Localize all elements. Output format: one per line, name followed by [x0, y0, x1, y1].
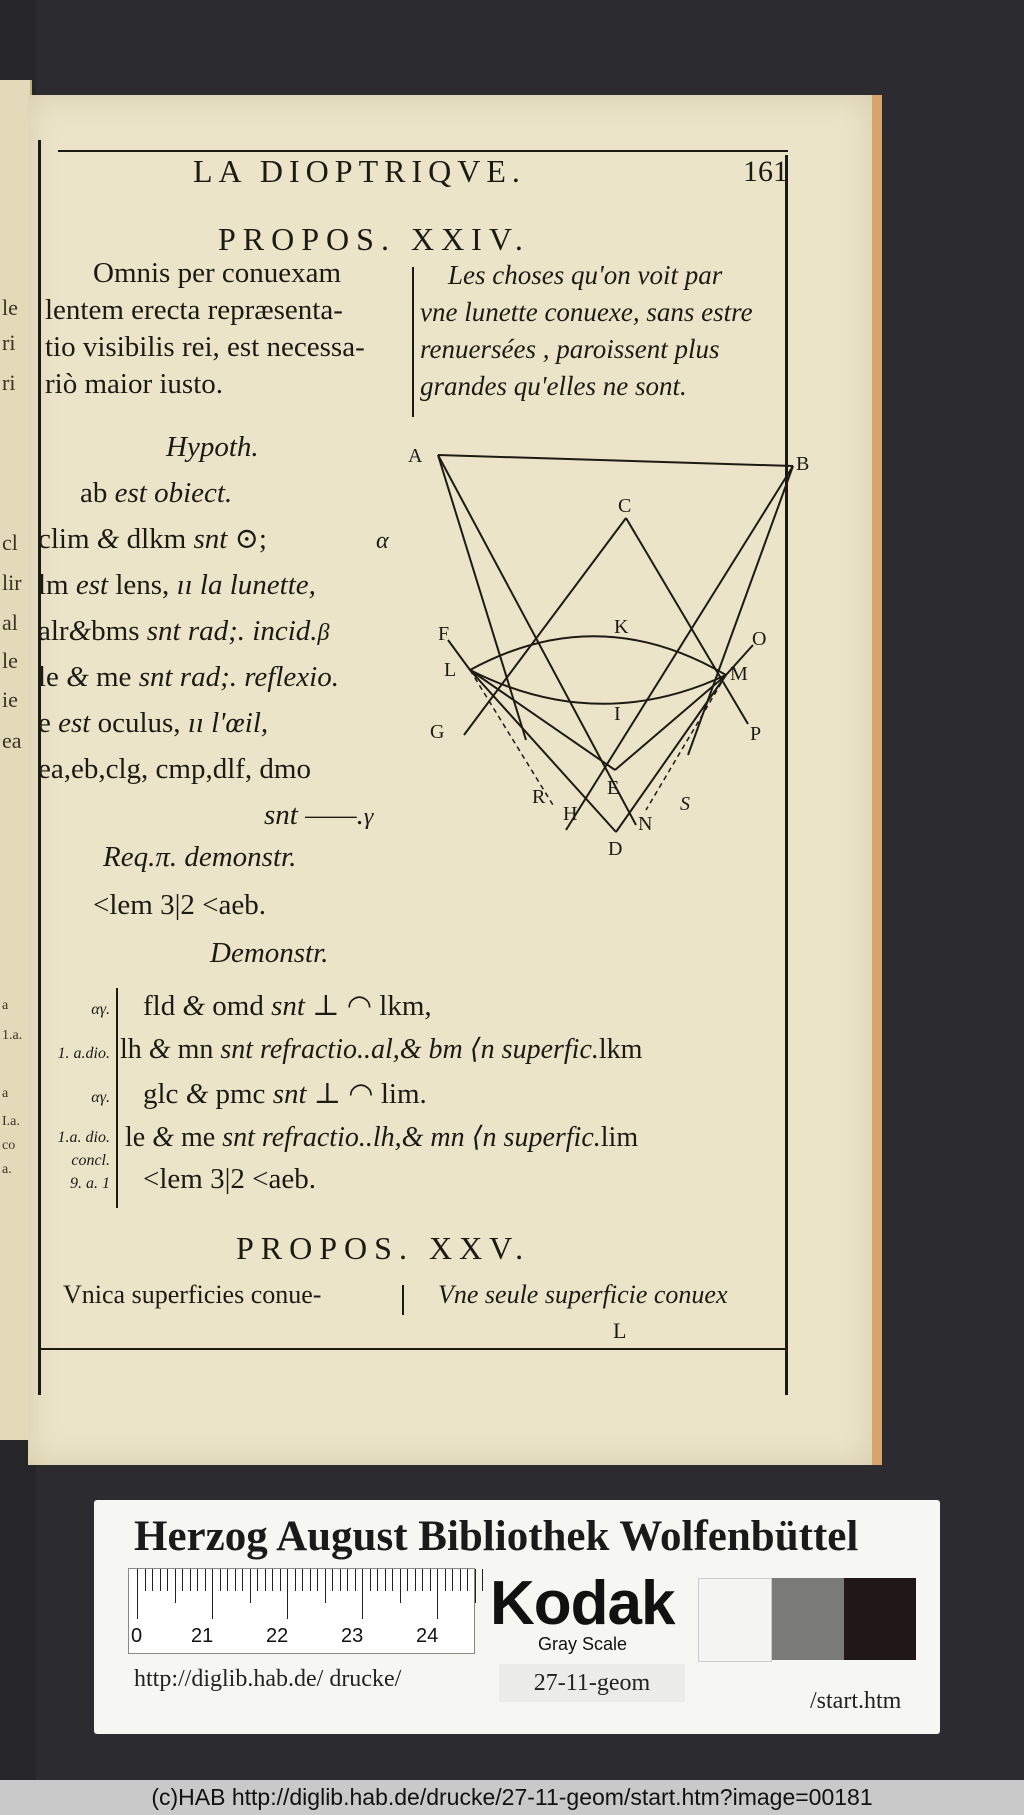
point-label: O	[752, 628, 767, 650]
ruler-tick	[280, 1569, 281, 1591]
text-line: grandes qu'elles ne sont.	[420, 371, 687, 401]
kodak-logo: Kodak	[490, 1569, 675, 1638]
prev-fragment: I.a.	[2, 1114, 20, 1129]
ruler-tick	[295, 1569, 296, 1591]
demo-line: glc & pmc snt ⊥ ◠ lim.	[143, 1078, 427, 1110]
demo-line: le & me snt refractio..lh,& mn ⟨n superfic.lim	[125, 1122, 639, 1153]
point-label: G	[430, 721, 445, 743]
library-name: Herzog August Bibliothek Wolfenbüttel	[134, 1513, 859, 1560]
prev-fragment: cl	[2, 530, 18, 555]
ruler-tick	[347, 1569, 348, 1591]
requirement-heading: Req.π. demonstr.	[103, 841, 297, 873]
latin-line-25: Vnica superficies conue-	[63, 1280, 322, 1309]
ruler-tick	[317, 1569, 318, 1591]
ruler-tick	[332, 1569, 333, 1591]
hypothesis-line: ab est obiect.	[80, 477, 233, 509]
ruler-tick	[415, 1569, 416, 1591]
latin-enunciation	[45, 255, 435, 403]
line-le	[470, 670, 615, 770]
ruler-number: 22	[266, 1625, 289, 1647]
ruler-tick	[310, 1569, 311, 1591]
prev-fragment: 1.a.	[2, 1028, 23, 1043]
ruler-tick	[460, 1569, 461, 1591]
ruler-tick	[205, 1569, 206, 1591]
point-label: L	[444, 659, 457, 681]
swatch-gray	[772, 1578, 844, 1660]
prev-fragment: a.	[2, 1162, 12, 1177]
prev-fragment: le	[2, 295, 18, 320]
ruler-tick	[407, 1569, 408, 1591]
text-line: Les choses qu'on voit par	[448, 260, 723, 290]
ruler-number: 21	[191, 1625, 214, 1647]
point-label: D	[608, 838, 623, 860]
ruler-tick	[385, 1569, 386, 1591]
ruler-tick	[175, 1569, 176, 1603]
hypothesis-line: lm est lens, ıı la lunette,	[38, 569, 316, 601]
demo-note: 9. a. 1	[70, 1175, 110, 1192]
ruler-tick	[152, 1569, 153, 1591]
text-line: Omnis per conuexam	[93, 257, 342, 289]
demo-note: αγ.	[91, 1089, 110, 1106]
hypothesis-line: le & me snt rad;. reflexio.	[38, 661, 339, 693]
ruler-tick	[197, 1569, 198, 1591]
measurement-ruler	[128, 1568, 475, 1654]
text-line: vne lunette conuexe, sans estre	[420, 297, 753, 327]
ruler-tick	[430, 1569, 431, 1591]
hypothesis-line: snt ——.γ	[264, 799, 374, 831]
ruler-tick	[377, 1569, 378, 1591]
ruler-tick	[235, 1569, 236, 1591]
signature-mark: L	[613, 1318, 627, 1343]
ruler-tick	[325, 1569, 326, 1603]
line-md	[616, 675, 726, 832]
line-mn	[646, 675, 726, 810]
french-enunciation	[420, 257, 820, 405]
ruler-tick	[302, 1569, 303, 1591]
ruler-tick	[242, 1569, 243, 1591]
point-label: I	[614, 703, 621, 725]
ruler-tick	[227, 1569, 228, 1591]
url-base: http://diglib.hab.de/ drucke/	[134, 1666, 402, 1692]
ruler-tick	[167, 1569, 168, 1591]
prev-fragment: ie	[2, 687, 18, 712]
ruler-tick	[137, 1569, 138, 1619]
ruler-tick	[370, 1569, 371, 1591]
prev-fragment: a	[2, 1086, 9, 1101]
ruler-tick	[250, 1569, 251, 1603]
prev-fragment: ri	[2, 330, 16, 355]
ruler-tick	[190, 1569, 191, 1591]
point-label: K	[614, 616, 629, 638]
demo-note: 1.a. dio.	[57, 1129, 110, 1146]
running-title: LA DIOPTRIQVE.	[193, 153, 526, 189]
line-cp	[626, 518, 748, 724]
point-label: B	[796, 453, 810, 475]
book-page	[28, 95, 882, 1465]
ruler-tick	[355, 1569, 356, 1591]
ruler-tick	[475, 1569, 476, 1603]
proposition-25-title: PROPOS. XXV.	[236, 1230, 531, 1266]
lens-arc-upper	[470, 636, 726, 675]
ruler-tick	[400, 1569, 401, 1603]
line-ar	[438, 455, 526, 740]
prev-fragment: ri	[2, 370, 16, 395]
ruler-tick	[220, 1569, 221, 1591]
ruler-tick	[257, 1569, 258, 1591]
prev-fragment: al	[2, 610, 18, 635]
prev-fragment: le	[2, 648, 18, 673]
ruler-tick	[160, 1569, 161, 1591]
proposition-24-title: PROPOS. XXIV.	[218, 221, 530, 257]
swatch-black	[844, 1578, 916, 1660]
text-line: tio visibilis rei, est necessa-	[45, 331, 365, 363]
ruler-tick	[340, 1569, 341, 1591]
ruler-tick	[467, 1569, 468, 1591]
ruler-tick	[212, 1569, 213, 1619]
point-label: M	[730, 663, 748, 685]
point-label: N	[638, 813, 653, 835]
url-start: /start.htm	[810, 1688, 902, 1714]
ruler-number: 24	[416, 1625, 439, 1647]
ruler-number: 0	[131, 1625, 143, 1647]
ruler-tick	[145, 1569, 146, 1591]
point-label: C	[618, 495, 632, 517]
ruler-tick	[482, 1569, 483, 1591]
column-divider	[412, 267, 414, 417]
prev-fragment: ea	[2, 728, 22, 753]
ruler-tick	[265, 1569, 266, 1591]
ruler-tick	[452, 1569, 453, 1591]
demonstration-bracket	[116, 988, 118, 1208]
hypothesis-line: ea,eb,clg, cmp,dlf, dmo	[38, 753, 311, 785]
ruler-tick	[272, 1569, 273, 1591]
demonstration-heading: Demonstr.	[210, 937, 329, 969]
hypothesis-line: e est oculus, ıı l'œil,	[38, 707, 269, 739]
marginal-alpha: α	[376, 528, 389, 554]
demo-line: lh & mn snt refractio..al,& bm ⟨n superfic.lkm	[120, 1034, 643, 1065]
demo-line: fld & omd snt ⊥ ◠ lkm,	[143, 990, 432, 1022]
point-label: H	[563, 803, 578, 825]
ruler-number: 23	[341, 1625, 364, 1647]
requirement-line: <lem 3|2 <aeb.	[93, 889, 266, 921]
ruler-tick	[287, 1569, 288, 1619]
point-label: P	[750, 723, 762, 745]
text-line: lentem erecta repræsenta-	[45, 294, 343, 326]
prev-fragment: co	[2, 1138, 16, 1153]
hypothesis-line: alr&bms snt rad;. incid.β	[38, 615, 330, 647]
swatch-white	[698, 1578, 772, 1662]
copyright-footer: (c)HAB http://diglib.hab.de/drucke/27-11-geom/start.htm?image=00181	[0, 1780, 1024, 1815]
calibration-card	[94, 1500, 940, 1734]
hypothesis-heading: Hypoth.	[166, 431, 259, 463]
prev-fragment: lir	[2, 570, 22, 595]
point-label: R	[532, 786, 546, 808]
url-shelfmark: 27-11-geom	[499, 1664, 685, 1702]
point-label: S	[680, 793, 690, 815]
text-line: riò maior iusto.	[45, 368, 224, 400]
point-label: F	[438, 623, 450, 645]
demo-line: <lem 3|2 <aeb.	[143, 1163, 316, 1195]
demo-note: 1. a.dio.	[57, 1045, 110, 1062]
ruler-tick	[362, 1569, 363, 1619]
point-label: A	[408, 445, 423, 467]
gray-scale-label: Gray Scale	[538, 1634, 628, 1654]
line-ad	[438, 455, 636, 825]
header-rule	[58, 150, 788, 152]
hypothesis-line: clim & dlkm snt ⊙;	[38, 523, 267, 555]
ruler-tick	[445, 1569, 446, 1591]
french-line-25: Vne seule superficie conuex	[438, 1280, 728, 1309]
demo-note: concl.	[71, 1152, 110, 1169]
text-line: renuersées , paroissent plus	[420, 334, 720, 364]
prev-fragment: a	[2, 998, 9, 1013]
demo-note: αγ.	[91, 1001, 110, 1018]
page-number: 161	[743, 155, 788, 188]
ruler-tick	[392, 1569, 393, 1591]
line-ab	[438, 455, 793, 466]
column-divider	[402, 1285, 404, 1315]
ruler-tick	[182, 1569, 183, 1591]
point-label: E	[607, 777, 620, 799]
optics-diagram	[408, 440, 828, 980]
ruler-tick	[437, 1569, 438, 1619]
bottom-rule	[38, 1348, 788, 1350]
ruler-tick	[422, 1569, 423, 1591]
